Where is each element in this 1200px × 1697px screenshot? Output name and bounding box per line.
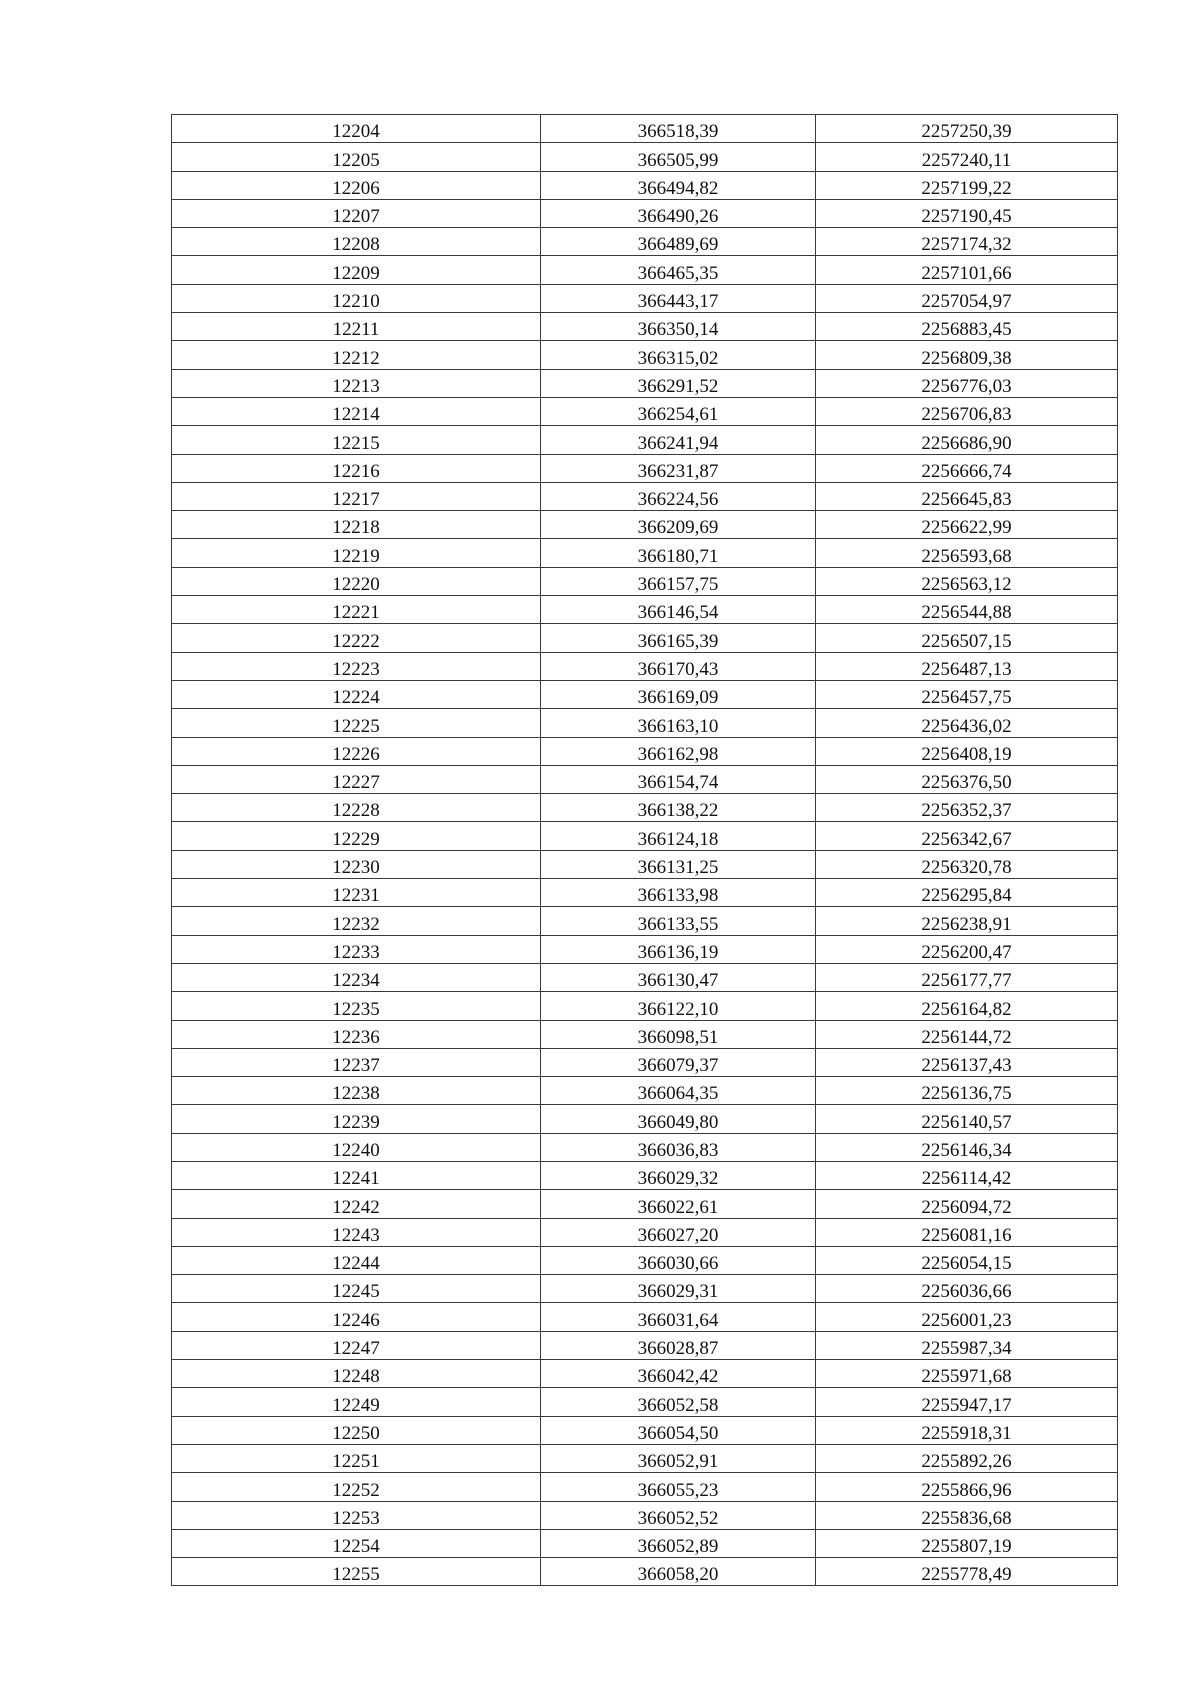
y-coordinate-cell: 2255836,68 [816, 1501, 1118, 1529]
x-coordinate-cell: 366170,43 [541, 652, 816, 680]
point-number-cell: 12251 [172, 1444, 541, 1472]
coordinates-table [171, 114, 1118, 1586]
table-row [172, 171, 1118, 199]
point-number-cell: 12234 [172, 963, 541, 991]
y-coordinate-cell: 2256622,99 [816, 511, 1118, 539]
y-coordinate-cell: 2256507,15 [816, 624, 1118, 652]
table-row [172, 1161, 1118, 1189]
table-row [172, 143, 1118, 171]
x-coordinate-cell: 366055,23 [541, 1473, 816, 1501]
y-coordinate-cell: 2256146,34 [816, 1133, 1118, 1161]
y-coordinate-cell: 2256666,74 [816, 454, 1118, 482]
x-coordinate-cell: 366029,32 [541, 1161, 816, 1189]
point-number-cell: 12254 [172, 1529, 541, 1557]
point-number-cell: 12235 [172, 992, 541, 1020]
y-coordinate-cell: 2256686,90 [816, 426, 1118, 454]
table-row [172, 1190, 1118, 1218]
table-row [172, 369, 1118, 397]
x-coordinate-cell: 366052,58 [541, 1388, 816, 1416]
point-number-cell: 12236 [172, 1020, 541, 1048]
y-coordinate-cell: 2256081,16 [816, 1218, 1118, 1246]
table-row [172, 1558, 1118, 1586]
y-coordinate-cell: 2256320,78 [816, 850, 1118, 878]
x-coordinate-cell: 366042,42 [541, 1360, 816, 1388]
point-number-cell: 12233 [172, 935, 541, 963]
point-number-cell: 12229 [172, 822, 541, 850]
y-coordinate-cell: 2256593,68 [816, 539, 1118, 567]
table-row [172, 1444, 1118, 1472]
point-number-cell: 12218 [172, 511, 541, 539]
y-coordinate-cell: 2256352,37 [816, 794, 1118, 822]
table-row [172, 1473, 1118, 1501]
y-coordinate-cell: 2255971,68 [816, 1360, 1118, 1388]
x-coordinate-cell: 366489,69 [541, 228, 816, 256]
y-coordinate-cell: 2257250,39 [816, 115, 1118, 143]
table-row [172, 963, 1118, 991]
y-coordinate-cell: 2256883,45 [816, 313, 1118, 341]
y-coordinate-cell: 2256342,67 [816, 822, 1118, 850]
table-row [172, 256, 1118, 284]
y-coordinate-cell: 2257101,66 [816, 256, 1118, 284]
table-row [172, 1360, 1118, 1388]
point-number-cell: 12253 [172, 1501, 541, 1529]
point-number-cell: 12224 [172, 680, 541, 708]
table-row [172, 199, 1118, 227]
x-coordinate-cell: 366254,61 [541, 397, 816, 425]
y-coordinate-cell: 2255866,96 [816, 1473, 1118, 1501]
x-coordinate-cell: 366157,75 [541, 567, 816, 595]
point-number-cell: 12237 [172, 1048, 541, 1076]
point-number-cell: 12206 [172, 171, 541, 199]
x-coordinate-cell: 366064,35 [541, 1077, 816, 1105]
point-number-cell: 12243 [172, 1218, 541, 1246]
table-row [172, 1275, 1118, 1303]
point-number-cell: 12223 [172, 652, 541, 680]
x-coordinate-cell: 366162,98 [541, 737, 816, 765]
point-number-cell: 12248 [172, 1360, 541, 1388]
x-coordinate-cell: 366518,39 [541, 115, 816, 143]
point-number-cell: 12215 [172, 426, 541, 454]
y-coordinate-cell: 2256144,72 [816, 1020, 1118, 1048]
table-row [172, 426, 1118, 454]
table-row [172, 1246, 1118, 1274]
x-coordinate-cell: 366079,37 [541, 1048, 816, 1076]
y-coordinate-cell: 2255892,26 [816, 1444, 1118, 1472]
y-coordinate-cell: 2255807,19 [816, 1529, 1118, 1557]
y-coordinate-cell: 2256544,88 [816, 596, 1118, 624]
point-number-cell: 12214 [172, 397, 541, 425]
table-row [172, 454, 1118, 482]
table-row [172, 680, 1118, 708]
y-coordinate-cell: 2257240,11 [816, 143, 1118, 171]
table-row [172, 1416, 1118, 1444]
x-coordinate-cell: 366291,52 [541, 369, 816, 397]
point-number-cell: 12250 [172, 1416, 541, 1444]
table-row [172, 511, 1118, 539]
y-coordinate-cell: 2256809,38 [816, 341, 1118, 369]
point-number-cell: 12238 [172, 1077, 541, 1105]
point-number-cell: 12221 [172, 596, 541, 624]
y-coordinate-cell: 2256140,57 [816, 1105, 1118, 1133]
x-coordinate-cell: 366505,99 [541, 143, 816, 171]
point-number-cell: 12226 [172, 737, 541, 765]
table-row [172, 115, 1118, 143]
x-coordinate-cell: 366165,39 [541, 624, 816, 652]
table-row [172, 1218, 1118, 1246]
y-coordinate-cell: 2256036,66 [816, 1275, 1118, 1303]
table-row [172, 737, 1118, 765]
x-coordinate-cell: 366058,20 [541, 1558, 816, 1586]
x-coordinate-cell: 366052,52 [541, 1501, 816, 1529]
point-number-cell: 12245 [172, 1275, 541, 1303]
y-coordinate-cell: 2256136,75 [816, 1077, 1118, 1105]
coordinates-table-body [172, 115, 1118, 1586]
point-number-cell: 12230 [172, 850, 541, 878]
table-row [172, 482, 1118, 510]
table-row [172, 992, 1118, 1020]
y-coordinate-cell: 2257174,32 [816, 228, 1118, 256]
point-number-cell: 12227 [172, 765, 541, 793]
y-coordinate-cell: 2256001,23 [816, 1303, 1118, 1331]
table-row [172, 794, 1118, 822]
table-row [172, 567, 1118, 595]
x-coordinate-cell: 366052,91 [541, 1444, 816, 1472]
x-coordinate-cell: 366146,54 [541, 596, 816, 624]
table-row [172, 1077, 1118, 1105]
point-number-cell: 12240 [172, 1133, 541, 1161]
x-coordinate-cell: 366494,82 [541, 171, 816, 199]
x-coordinate-cell: 366224,56 [541, 482, 816, 510]
point-number-cell: 12232 [172, 907, 541, 935]
point-number-cell: 12205 [172, 143, 541, 171]
table-row [172, 284, 1118, 312]
point-number-cell: 12244 [172, 1246, 541, 1274]
point-number-cell: 12204 [172, 115, 541, 143]
point-number-cell: 12213 [172, 369, 541, 397]
table-row [172, 228, 1118, 256]
point-number-cell: 12220 [172, 567, 541, 595]
table-row [172, 652, 1118, 680]
x-coordinate-cell: 366052,89 [541, 1529, 816, 1557]
y-coordinate-cell: 2256376,50 [816, 765, 1118, 793]
table-row [172, 1133, 1118, 1161]
x-coordinate-cell: 366130,47 [541, 963, 816, 991]
y-coordinate-cell: 2256408,19 [816, 737, 1118, 765]
table-row [172, 1529, 1118, 1557]
table-row [172, 341, 1118, 369]
point-number-cell: 12242 [172, 1190, 541, 1218]
point-number-cell: 12222 [172, 624, 541, 652]
y-coordinate-cell: 2256054,15 [816, 1246, 1118, 1274]
table-row [172, 624, 1118, 652]
point-number-cell: 12217 [172, 482, 541, 510]
y-coordinate-cell: 2255947,17 [816, 1388, 1118, 1416]
x-coordinate-cell: 366241,94 [541, 426, 816, 454]
y-coordinate-cell: 2256094,72 [816, 1190, 1118, 1218]
point-number-cell: 12255 [172, 1558, 541, 1586]
table-row [172, 596, 1118, 624]
table-row [172, 1388, 1118, 1416]
x-coordinate-cell: 366490,26 [541, 199, 816, 227]
x-coordinate-cell: 366133,98 [541, 879, 816, 907]
table-row [172, 1105, 1118, 1133]
y-coordinate-cell: 2256295,84 [816, 879, 1118, 907]
x-coordinate-cell: 366136,19 [541, 935, 816, 963]
x-coordinate-cell: 366027,20 [541, 1218, 816, 1246]
x-coordinate-cell: 366122,10 [541, 992, 816, 1020]
x-coordinate-cell: 366154,74 [541, 765, 816, 793]
x-coordinate-cell: 366163,10 [541, 709, 816, 737]
y-coordinate-cell: 2256706,83 [816, 397, 1118, 425]
x-coordinate-cell: 366315,02 [541, 341, 816, 369]
table-row [172, 765, 1118, 793]
x-coordinate-cell: 366049,80 [541, 1105, 816, 1133]
y-coordinate-cell: 2255918,31 [816, 1416, 1118, 1444]
point-number-cell: 12228 [172, 794, 541, 822]
x-coordinate-cell: 366231,87 [541, 454, 816, 482]
x-coordinate-cell: 366465,35 [541, 256, 816, 284]
point-number-cell: 12216 [172, 454, 541, 482]
y-coordinate-cell: 2256200,47 [816, 935, 1118, 963]
y-coordinate-cell: 2256563,12 [816, 567, 1118, 595]
x-coordinate-cell: 366022,61 [541, 1190, 816, 1218]
table-row [172, 1501, 1118, 1529]
point-number-cell: 12209 [172, 256, 541, 284]
x-coordinate-cell: 366443,17 [541, 284, 816, 312]
x-coordinate-cell: 366054,50 [541, 1416, 816, 1444]
x-coordinate-cell: 366180,71 [541, 539, 816, 567]
table-row [172, 822, 1118, 850]
y-coordinate-cell: 2256114,42 [816, 1161, 1118, 1189]
table-row [172, 907, 1118, 935]
y-coordinate-cell: 2257199,22 [816, 171, 1118, 199]
point-number-cell: 12211 [172, 313, 541, 341]
table-row [172, 1303, 1118, 1331]
y-coordinate-cell: 2256177,77 [816, 963, 1118, 991]
y-coordinate-cell: 2256164,82 [816, 992, 1118, 1020]
x-coordinate-cell: 366030,66 [541, 1246, 816, 1274]
table-row [172, 1048, 1118, 1076]
table-row [172, 1331, 1118, 1359]
y-coordinate-cell: 2256436,02 [816, 709, 1118, 737]
x-coordinate-cell: 366124,18 [541, 822, 816, 850]
y-coordinate-cell: 2255987,34 [816, 1331, 1118, 1359]
x-coordinate-cell: 366098,51 [541, 1020, 816, 1048]
y-coordinate-cell: 2256645,83 [816, 482, 1118, 510]
x-coordinate-cell: 366131,25 [541, 850, 816, 878]
point-number-cell: 12252 [172, 1473, 541, 1501]
point-number-cell: 12231 [172, 879, 541, 907]
table-row [172, 313, 1118, 341]
x-coordinate-cell: 366169,09 [541, 680, 816, 708]
table-row [172, 709, 1118, 737]
point-number-cell: 12225 [172, 709, 541, 737]
y-coordinate-cell: 2256137,43 [816, 1048, 1118, 1076]
table-row [172, 879, 1118, 907]
table-row [172, 935, 1118, 963]
point-number-cell: 12207 [172, 199, 541, 227]
y-coordinate-cell: 2257190,45 [816, 199, 1118, 227]
x-coordinate-cell: 366350,14 [541, 313, 816, 341]
x-coordinate-cell: 366133,55 [541, 907, 816, 935]
x-coordinate-cell: 366209,69 [541, 511, 816, 539]
table-row [172, 539, 1118, 567]
point-number-cell: 12210 [172, 284, 541, 312]
point-number-cell: 12241 [172, 1161, 541, 1189]
point-number-cell: 12219 [172, 539, 541, 567]
point-number-cell: 12239 [172, 1105, 541, 1133]
point-number-cell: 12212 [172, 341, 541, 369]
y-coordinate-cell: 2256487,13 [816, 652, 1118, 680]
x-coordinate-cell: 366029,31 [541, 1275, 816, 1303]
x-coordinate-cell: 366028,87 [541, 1331, 816, 1359]
point-number-cell: 12208 [172, 228, 541, 256]
table-row [172, 1020, 1118, 1048]
y-coordinate-cell: 2256238,91 [816, 907, 1118, 935]
table-row [172, 397, 1118, 425]
point-number-cell: 12247 [172, 1331, 541, 1359]
y-coordinate-cell: 2257054,97 [816, 284, 1118, 312]
x-coordinate-cell: 366031,64 [541, 1303, 816, 1331]
point-number-cell: 12249 [172, 1388, 541, 1416]
y-coordinate-cell: 2256457,75 [816, 680, 1118, 708]
x-coordinate-cell: 366036,83 [541, 1133, 816, 1161]
y-coordinate-cell: 2256776,03 [816, 369, 1118, 397]
point-number-cell: 12246 [172, 1303, 541, 1331]
y-coordinate-cell: 2255778,49 [816, 1558, 1118, 1586]
x-coordinate-cell: 366138,22 [541, 794, 816, 822]
table-row [172, 850, 1118, 878]
